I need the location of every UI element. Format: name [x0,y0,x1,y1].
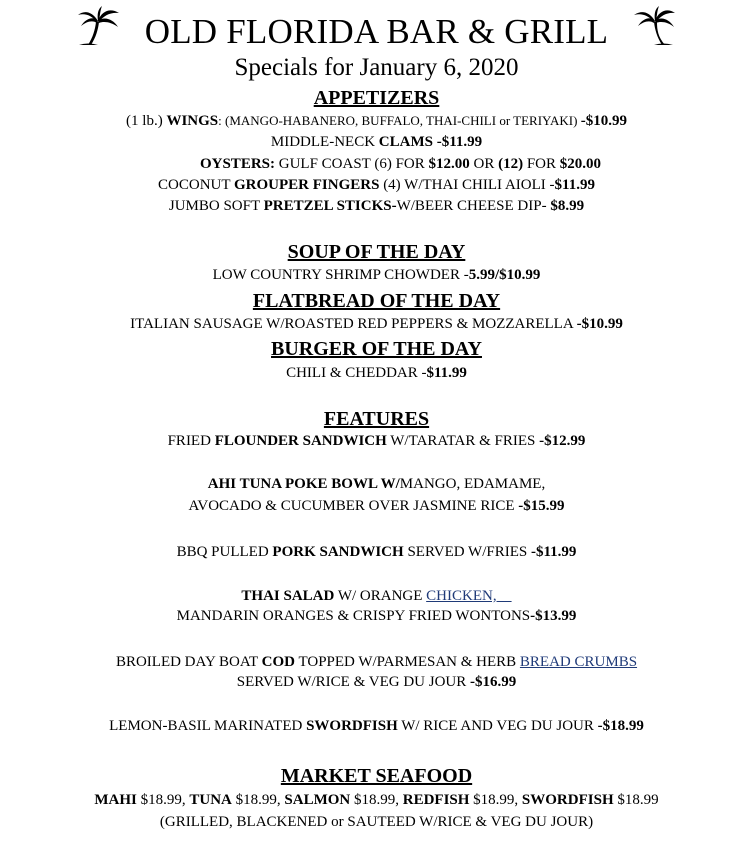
soup-heading: SOUP OF THE DAY [287,241,466,263]
clams-line: MIDDLE-NECK CLAMS -$11.99 [270,134,483,150]
pretzel-line: JUMBO SOFT PRETZEL STICKS-W/BEER CHEESE DIP- $8.99 [168,198,585,214]
poke-line-2: AVOCADO & CUCUMBER OVER JASMINE RICE -$15.99 [188,498,565,514]
market-seafood-heading: MARKET SEAFOOD [280,765,473,787]
market-seafood-note: (GRILLED, BLACKENED or SAUTEED W/RICE & VEG DU JOUR) [159,814,594,830]
flatbread-heading: FLATBREAD OF THE DAY [252,290,501,312]
features-heading: FEATURES [323,408,430,430]
cod-line-1: BROILED DAY BOAT COD TOPPED W/PARMESAN & HERB BREAD CRUMBS [115,654,638,670]
thai-salad-line-1: THAI SALAD W/ ORANGE CHICKEN, [241,588,512,604]
header [0,4,753,54]
poke-line-1: AHI TUNA POKE BOWL W/MANGO, EDAMAME, [207,476,546,492]
flatbread-line: ITALIAN SAUSAGE W/ROASTED RED PEPPERS & MOZZARELLA -$10.99 [130,316,623,332]
cod-line-2: SERVED W/RICE & VEG DU JOUR -$16.99 [236,674,517,690]
specials-date: Specials for January 6, 2020 [234,54,519,81]
market-seafood-prices: MAHI $18.99, TUNA $18.99, SALMON $18.99, REDFISH $18.99, SWORDFISH $18.99 [94,792,659,808]
wings-line: (1 lb.) WINGS: (MANGO-HABANERO, BUFFALO, THAI-CHILI or TERIYAKI) -$10.99 [126,113,627,129]
palm-tree-icon [630,6,676,46]
soup-line: LOW COUNTRY SHRIMP CHOWDER -5.99/$10.99 [212,267,541,283]
appetizers-heading: APPETIZERS [313,87,440,109]
thai-salad-line-2: MANDARIN ORANGES & CRISPY FRIED WONTONS-$13.99 [176,608,577,624]
flounder-line: FRIED FLOUNDER SANDWICH W/TARATAR & FRIES -$12.99 [167,433,586,449]
swordfish-line: LEMON-BASIL MARINATED SWORDFISH W/ RICE AND VEG DU JOUR -$18.99 [109,718,644,734]
pork-line: BBQ PULLED PORK SANDWICH SERVED W/FRIES -$11.99 [176,544,577,560]
burger-heading: BURGER OF THE DAY [271,338,482,360]
restaurant-title: OLD FLORIDA BAR & GRILL [144,12,609,51]
grouper-line: COCONUT GROUPER FINGERS (4) W/THAI CHILI AIOLI -$11.99 [158,177,595,193]
burger-line: CHILI & CHEDDAR -$11.99 [286,365,467,381]
oysters-line: OYSTERS: GULF COAST (6) FOR $12.00 OR (12) FOR $20.00 [199,156,602,172]
